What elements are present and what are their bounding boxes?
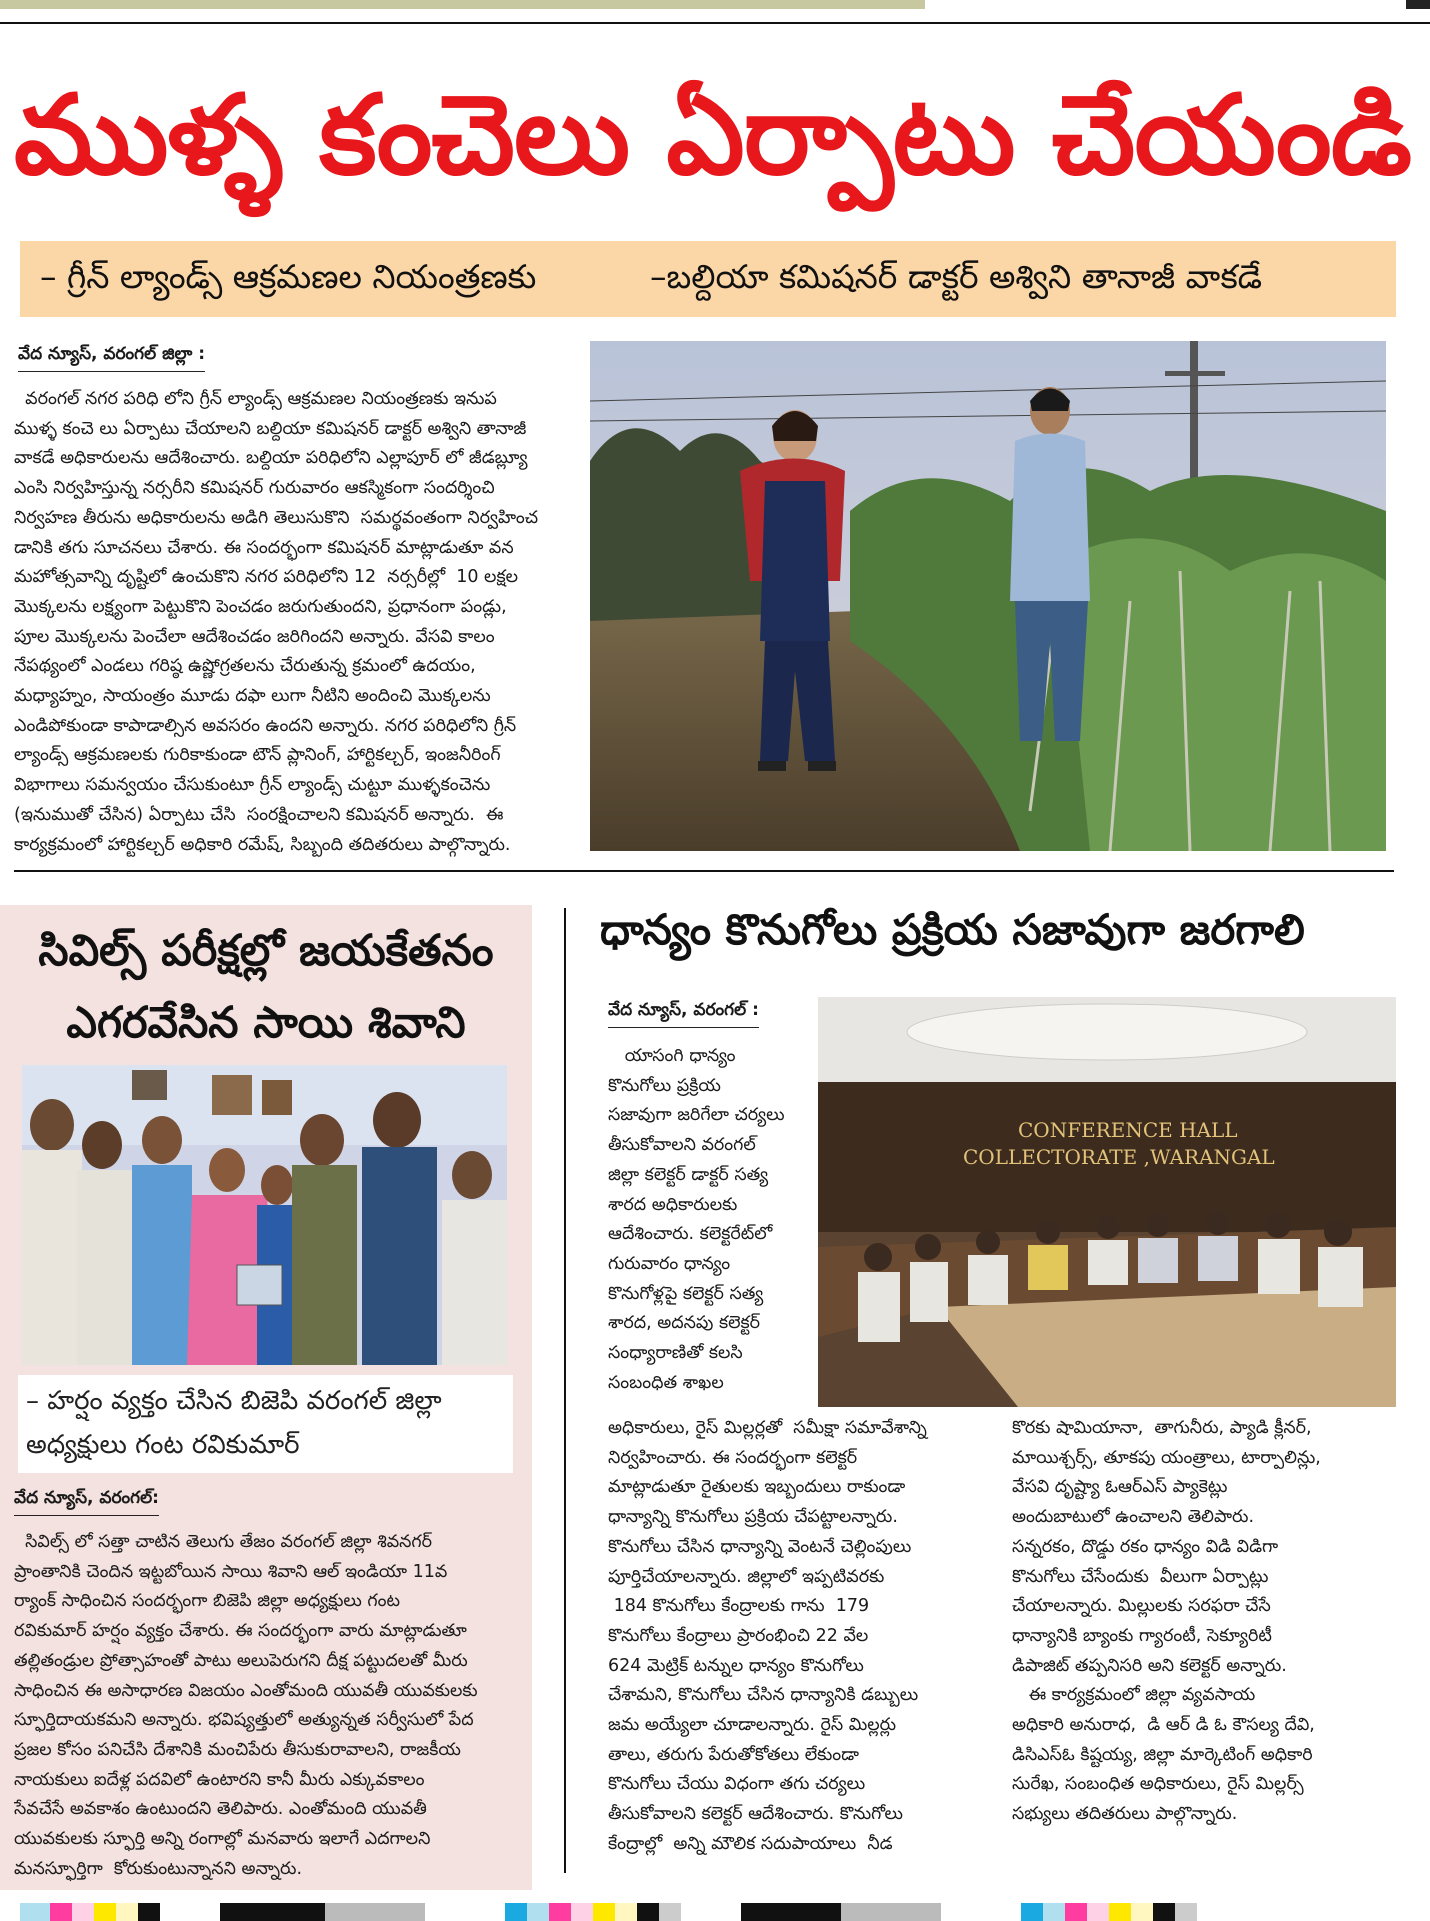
story3-text-line: ఆదేశించారు. కలెక్టరేట్‌లో (608, 1224, 773, 1245)
nursery-photo (590, 341, 1386, 851)
story1-dateline-wrap (18, 344, 205, 372)
story1-text-line: మొక్కలను లక్ష్యంగా పెట్టుకొని పెంచడం జరుగుతుందని, ప్రధానంగా పండ్లు, (14, 596, 507, 617)
story3-text-line: గురువారం ధాన్యం (608, 1253, 731, 1274)
story3-text-line: 624 మెట్రిక్ టన్నుల ధాన్యం కొనుగోలు (608, 1655, 864, 1676)
story1-text-line: నేపథ్యంలో ఎండలు గరిష్ఠ ఉష్ణోగ్రతలను చేరుతున్న క్రమంలో ఉదయం, (14, 656, 476, 677)
subheadline-bar (20, 241, 1396, 317)
story3-text-line: ధాన్యాన్ని కొనుగోలు ప్రక్రియ చేపట్టాలన్నారు. (608, 1507, 898, 1528)
story2-dateline-wrap (14, 1488, 159, 1516)
story3-text-line: డిపాజిట్ తప్పనిసరి అని కలెక్టర్ అన్నారు. (1012, 1655, 1287, 1676)
registration-swatch (160, 1903, 220, 1921)
story3-text-line: సంధ్యారాణితో కలసి (608, 1343, 743, 1364)
story2-text-line: స్ఫూర్తిదాయకమని అన్నారు. భవిష్యత్తులో అత్యున్నత సర్వీసులో పేద (14, 1710, 474, 1731)
civils-caption (18, 1375, 513, 1473)
story1-body (14, 385, 576, 860)
registration-swatch (20, 1903, 50, 1921)
story3-text-line: నిర్వహించారు. ఈ సందర్భంగా కలెక్టర్ (608, 1447, 858, 1468)
civils-caption-line2: అధ్యక్షులు గంట రవికుమార్ (26, 1430, 300, 1460)
story2-text-line: నాయకులు ఐదేళ్ల పదవిలో ఉంటారని కానీ మీరు ఎక్కువకాలం (14, 1769, 425, 1790)
registration-swatch (220, 1903, 325, 1921)
story2-dateline: వేద న్యూస్, వరంగల్: (14, 1488, 159, 1516)
story2-text-line: ప్రాంతానికి చెందిన ఇట్టబోయిన సాయి శివాని ఆల్ ఇండియా 11వ (14, 1561, 448, 1582)
story3-text-line: ధాన్యానికి బ్యాంకు గ్యారంటీ, సెక్యూరిటీ (1012, 1625, 1272, 1646)
story3-text-line: చేశామని, కొనుగోలు చేసిన ధాన్యానికి డబ్బులు (608, 1685, 919, 1706)
story1-text-line: (ఇనుముతో చేసిన) ఏర్పాటు చేసి సంరక్షించాలని కమిషనర్ అన్నారు. ఈ (14, 804, 504, 825)
story3-text-line: యాసంగి ధాన్యం (608, 1046, 736, 1066)
registration-swatch (1043, 1903, 1065, 1921)
conference-photo (818, 997, 1396, 1407)
story1-text-line: మధ్యాహ్నం, సాయంత్రం మూడు దఫా లుగా నీటిని అందించి మొక్కలను (14, 686, 491, 707)
story3-text-line: కొనుగోలు చేయు విధంగా తగు చర్యలు (608, 1774, 866, 1795)
story3-dateline-wrap (608, 1000, 759, 1028)
story3-text-line: తాలు, తరుగు పేరుతోకోతలు లేకుండా (608, 1744, 860, 1765)
registration-swatch (615, 1903, 637, 1921)
registration-swatch (1175, 1903, 1197, 1921)
story1-dateline: వేద న్యూస్, వరంగల్ జిల్లా : (18, 344, 205, 372)
story3-text-line: సన్నరకం, దొడ్డు రకం ధాన్యం విడి విడిగా (1012, 1536, 1279, 1557)
registration-swatch (1021, 1903, 1043, 1921)
story1-text-line: వరంగల్ నగర పరిధి లోని గ్రీన్ ల్యాండ్స్ ఆక్రమణల నియంత్రణకు ఇనుప (14, 389, 497, 409)
story3-text-line: అధికారులు, రైస్ మిల్లర్లతో సమీక్షా సమావేశాన్ని (608, 1418, 927, 1438)
registration-swatch (593, 1903, 615, 1921)
story2-text-line: సివిల్స్ లో సత్తా చాటిన తెలుగు తేజం వరంగల్ జిల్లా శివనగర్ (14, 1532, 432, 1552)
registration-swatch (94, 1903, 116, 1921)
story3-text-line: జమ అయ్యేలా చూడాలన్నారు. రైస్ మిల్లర్లు (608, 1715, 897, 1736)
registration-swatch (1087, 1903, 1109, 1921)
photo-sign-line2: COLLECTORATE ,WARANGAL (963, 1145, 1275, 1169)
registration-swatch (841, 1903, 941, 1921)
story2-text-line: ప్రజల కోసం పనిచేసి దేశానికి మంచిపేరు తీసుకురావాలని, రాజకీయ (14, 1739, 461, 1760)
story3-text-line: సజావుగా జరిగేలా చర్యలు (608, 1105, 785, 1126)
story1-text-line: మహోత్సవాన్ని దృష్టిలో ఉంచుకొని నగర పరిధిలోని 12 నర్సరీల్లో 10 లక్షల (14, 567, 519, 588)
registration-swatch (1153, 1903, 1175, 1921)
story1-text-line: ముళ్ళ కంచె లు ఏర్పాటు చేయాలని బల్దియా కమిషనర్ డాక్టర్ అశ్విని తానాజీ (14, 418, 527, 439)
story3-dateline: వేద న్యూస్, వరంగల్ : (608, 1000, 759, 1028)
subheadline-right: –బల్దియా కమిషనర్ డాక్టర్ అశ్విని తానాజీ వాకడే (650, 257, 1263, 296)
story3-text-line: కొనుగోలు చేసేందుకు వీలుగా ఏర్పాట్లు (1012, 1566, 1269, 1587)
story3-text-line: కొనుగోళ్లపై కలెక్టర్ సత్య (608, 1283, 764, 1304)
civils-headline (0, 915, 532, 1059)
story3-text-line: సురేఖ, సంబంధిత అధికారులు, రైస్ మిల్లర్స్ (1012, 1774, 1304, 1795)
story1-text-line: డానికి తగు సూచనలు చేశారు. ఈ సందర్భంగా కమిషనర్ మాట్లాడుతూ వన (14, 537, 514, 558)
story3-body-col1 (608, 1414, 988, 1860)
top-corner-block (1406, 0, 1430, 9)
main-headline: ముళ్ళ కంచెలు ఏర్పాటు చేయండి (14, 71, 1412, 199)
story1-text-line: పూల మొక్కలను పెంచేలా ఆదేశించడం జరిగిందని అన్నారు. వేసవి కాలం (14, 626, 495, 647)
registration-swatch (116, 1903, 138, 1921)
registration-swatch (637, 1903, 659, 1921)
story2-text-line: ర్యాంక్ సాధించిన సందర్భంగా బిజెపి జిల్లా అధ్యక్షులు గంట (14, 1591, 400, 1612)
story3-text-line: కొరకు షామియానా, తాగునీరు, ప్యాడి క్లీనర్, (1012, 1418, 1312, 1438)
registration-swatch (549, 1903, 571, 1921)
registration-swatch (505, 1903, 527, 1921)
registration-swatch (571, 1903, 593, 1921)
story2-text-line: రవికుమార్ హర్షం వ్యక్తం చేశారు. ఈ సందర్భంగా వారు మాట్లాడుతూ (14, 1621, 467, 1642)
column-divider (564, 908, 566, 1873)
registration-swatch (659, 1903, 681, 1921)
civils-photo (22, 1065, 507, 1365)
story3-text-line: 184 కొనుగోలు కేంద్రాలకు గాను 179 (608, 1596, 870, 1617)
story3-text-line: పూర్తిచేయాలన్నారు. జిల్లాలో ఇప్పటివరకు (608, 1566, 885, 1587)
registration-swatch (527, 1903, 549, 1921)
registration-swatch (1065, 1903, 1087, 1921)
story1-text-line: వాకడే అధికారులను ఆదేశించారు. బల్దియా పరిధిలోని ఎల్లాపూర్ లో జీడబ్ల్యూ (14, 448, 528, 469)
story3-text-line: జిల్లా కలెక్టర్ డాక్టర్ సత్య (608, 1164, 769, 1185)
story3-text-line: శారద, అదనపు కలెక్టర్ (608, 1313, 761, 1334)
story3-text-line: కొనుగోలు చేసిన ధాన్యాన్ని వెంటనే చెల్లింపులు (608, 1536, 912, 1557)
story2-text-line: సేవచేసే అవకాశం ఉంటుందని తెలిపారు. ఎంతోమంది యువతీ (14, 1799, 427, 1820)
story3-text-line: మాయిశ్చర్స్, తూకపు యంత్రాలు, టార్పాలిన్లు, (1012, 1447, 1321, 1468)
story2-text-line: యువకులకు స్ఫూర్తి అన్ని రంగాల్లో మనవారు ఇలాగే ఎదగాలని (14, 1829, 431, 1850)
color-registration-strip (0, 1903, 1430, 1921)
story3-text-line: సంబంధిత శాఖల (608, 1372, 724, 1393)
story1-text-line: ఎండిపోకుండా కాపాడాల్సిన అవసరం ఉందని అన్నారు. నగర పరిధిలోని గ్రీన్ (14, 715, 517, 736)
story2-text-line: తల్లితండ్రుల ప్రోత్సాహంతో పాటు అలుపెరుగని దీక్ష పట్టుదలతో మీరు (14, 1650, 468, 1671)
story3-text-line: డిసిఎస్ఓ కిష్టయ్య, జిల్లా మార్కెటింగ్ అధికారి (1012, 1744, 1313, 1765)
story3-body-narrow (608, 1042, 813, 1398)
story3-text-line: కొనుగోలు కేంద్రాలు ప్రారంభించి 22 వేల (608, 1625, 869, 1646)
paddy-headline: ధాన్యం కొనుగోలు ప్రక్రియ సజావుగా జరగాలి (600, 905, 1305, 954)
story3-text-line: ఈ కార్యక్రమంలో జిల్లా వ్యవసాయ (1012, 1685, 1256, 1706)
story1-text-line: నిర్వహణ తీరును అధికారులను అడిగి తెలుసుకొని సమర్థవంతంగా నిర్వహించ (14, 507, 539, 528)
story1-text-line: కార్యక్రమంలో హార్టికల్చర్ అధికారి రమేష్, సిబ్బంది తదితరులు పాల్గొన్నారు. (14, 834, 511, 855)
story3-text-line: కేంద్రాల్లో అన్ని మౌలిక సదుపాయాలు నీడ (608, 1833, 893, 1854)
registration-swatch (325, 1903, 425, 1921)
registration-swatch (741, 1903, 841, 1921)
photo-sign-line1: CONFERENCE HALL (1018, 1118, 1238, 1142)
civils-headline-line2: ఎగరవేసిన సాయి శివాని (66, 998, 466, 1048)
story3-text-line: వేసవి దృష్ట్యా ఓఆర్ఎస్ ప్యాకెట్లు (1012, 1477, 1228, 1498)
story3-text-line: అందుబాటులో ఉంచాలని తెలిపారు. (1012, 1507, 1255, 1528)
story3-text-line: కొనుగోలు ప్రక్రియ (608, 1075, 721, 1096)
story2-text-line: సాధించిన ఈ అసాధారణ విజయం ఎంతోమంది యువతీ యువకులకు (14, 1680, 478, 1701)
registration-swatch (72, 1903, 94, 1921)
story2-body (14, 1528, 519, 1884)
civils-caption-line1: – హర్షం వ్యక్తం చేసిన బిజెపి వరంగల్ జిల్లా (26, 1386, 442, 1416)
top-color-bar (0, 0, 925, 9)
registration-swatch (941, 1903, 1021, 1921)
story3-text-line: మాట్లాడుతూ రైతులకు ఇబ్బందులు రాకుండా (608, 1477, 906, 1498)
section-rule (14, 870, 1394, 872)
story1-text-line: విభాగాలు సమన్వయం చేసుకుంటూ గ్రీన్ ల్యాండ్స్ చుట్టూ ముళ్ళకంచెను (14, 775, 491, 796)
story3-text-line: శారద అధికారులకు (608, 1194, 738, 1215)
story2-text-line: మనస్ఫూర్తిగా కోరుకుంటున్నానని అన్నారు. (14, 1858, 303, 1879)
civils-headline-line1: సివిల్స్ పరీక్షల్లో జయకేతనం (38, 926, 494, 976)
story1-text-line: ల్యాండ్స్ ఆక్రమణలకు గురికాకుండా టౌన్ ప్లానింగ్, హార్టికల్చర్, ఇంజనీరింగ్ (14, 745, 501, 766)
top-rule (0, 22, 1430, 24)
registration-swatch (0, 1903, 20, 1921)
registration-swatch (50, 1903, 72, 1921)
story1-text-line: ఎంసి నిర్వహిస్తున్న నర్సరీని కమిషనర్ గురువారం ఆకస్మికంగా సందర్శించి (14, 478, 495, 499)
registration-swatch (138, 1903, 160, 1921)
story3-text-line: సభ్యులు తదితరులు పాల్గొన్నారు. (1012, 1804, 1238, 1825)
subheadline-left: – గ్రీన్ ల్యాండ్స్ ఆక్రమణల నియంత్రణకు (40, 257, 537, 296)
story3-text-line: చేయాలన్నారు. మిల్లులకు సరఫరా చేసే (1012, 1596, 1271, 1617)
story3-body-col2 (1012, 1414, 1396, 1830)
story3-text-line: అధికారి అనురాధ, డి ఆర్ డి ఓ కౌసల్య దేవి, (1012, 1715, 1315, 1736)
registration-swatch (1131, 1903, 1153, 1921)
story3-text-line: తీసుకోవాలని వరంగల్ (608, 1135, 756, 1156)
registration-swatch (681, 1903, 741, 1921)
story3-text-line: తీసుకోవాలని కలెక్టర్ ఆదేశించారు. కొనుగోలు (608, 1804, 903, 1825)
registration-swatch (425, 1903, 505, 1921)
registration-swatch (1109, 1903, 1131, 1921)
